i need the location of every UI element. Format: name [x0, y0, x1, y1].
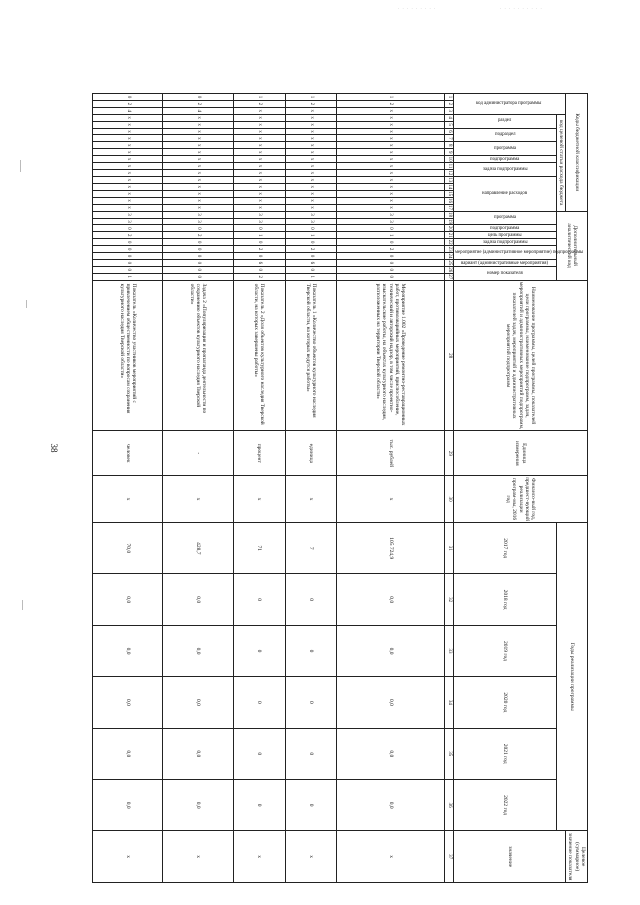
code-digit-cell: 1: [93, 273, 163, 280]
code-digit-cell: x: [163, 190, 233, 197]
code-digit-cell: x: [93, 169, 163, 176]
row-fin-year: x: [233, 476, 285, 523]
row-description: Показатель 1 «Количество объектов культурного наследия Тверской области, на которых ведутся работы»: [285, 280, 337, 431]
code-digit-cell: x: [285, 190, 337, 197]
scan-tick: [20, 160, 21, 172]
code-digit-cell: 0: [233, 239, 285, 246]
column-index-cell: 31: [444, 523, 453, 574]
column-index-cell: 25: [444, 259, 453, 266]
column-index-cell: 15: [444, 190, 453, 197]
code-digit-cell: x: [285, 197, 337, 204]
year-value-cell: 0,0: [93, 779, 163, 830]
code-digit-cell: x: [163, 204, 233, 211]
scan-tick: [26, 300, 27, 308]
row-fin-year: x: [337, 476, 444, 523]
target-header: Целевое (суммарное) значение показателя: [566, 831, 588, 883]
code-digit-cell: 2: [93, 100, 163, 107]
table-body: [93, 94, 445, 883]
code-digit-cell: x: [233, 190, 285, 197]
row-description: Показатель «Количество участников мероприятий с привлечением общественности по вопросам сохранения культурного наследия Тверской области»: [93, 280, 163, 431]
column-index-cell: 36: [444, 779, 453, 830]
column-index-cell: 12: [444, 169, 453, 176]
code-digit-cell: x: [233, 128, 285, 135]
year-value-cell: 0: [233, 677, 285, 728]
code-digit-cell: x: [285, 163, 337, 170]
year-value-cell: 0,0: [163, 779, 233, 830]
code-digit-cell: 0: [93, 259, 163, 266]
code-digit-cell: x: [163, 142, 233, 149]
analytic-code-header: Дополнительный аналитический код: [556, 211, 587, 280]
code-digit-cell: 0: [163, 253, 233, 260]
code-digit-cell: x: [233, 114, 285, 121]
code-digit-cell: x: [93, 183, 163, 190]
expense-direction-header: [453, 176, 556, 211]
scan-tick: [22, 600, 23, 610]
analytic-subprogram-label: подпрограмма: [490, 226, 520, 232]
column-index-cell: 37: [444, 831, 453, 883]
column-index-cell: 18: [444, 211, 453, 218]
code-digit-cell: 0: [337, 273, 444, 280]
code-digit-cell: 3: [337, 218, 444, 225]
top-scan-mark: . . . . . . . . . .: [500, 6, 543, 11]
year-header-2019: 2019 год: [453, 625, 556, 676]
code-digit-cell: x: [233, 197, 285, 204]
code-digit-cell: 0: [285, 239, 337, 246]
code-digit-cell: 6: [233, 259, 285, 266]
code-digit-cell: x: [337, 135, 444, 142]
code-digit-cell: 0: [285, 266, 337, 273]
code-digit-cell: 0: [163, 273, 233, 280]
code-digit-cell: 0: [163, 266, 233, 273]
row-unit: -: [163, 431, 233, 476]
program-code-header: [453, 142, 556, 156]
column-index-cell: 24: [444, 253, 453, 260]
row-unit: тыс. рублей: [337, 431, 444, 476]
code-digit-cell: x: [163, 176, 233, 183]
code-digit-cell: x: [285, 204, 337, 211]
code-digit-cell: x: [163, 163, 233, 170]
rotated-table-page: [92, 93, 588, 883]
year-value-cell: 0: [285, 574, 337, 625]
code-digit-cell: 2: [233, 100, 285, 107]
top-scan-mark: . . . . . . . . .: [398, 6, 437, 11]
analytic-program-label: программа: [493, 215, 516, 221]
column-index-cell: 2: [444, 100, 453, 107]
row-description: Мероприятие 1.002 «Проведение ремонтно-реставрационных работ, противоаварийных мероприятий, приспособление, технический и авторский надзор, в том числе проектно-изыскательские работы, на объектах культурного наследия, расположенных на территории Тверской области»: [337, 280, 444, 431]
code-digit-cell: x: [337, 128, 444, 135]
unit-header: Единица измерения: [453, 431, 587, 476]
code-digit-cell: x: [163, 169, 233, 176]
code-digit-cell: x: [93, 149, 163, 156]
column-index-cell: 17: [444, 204, 453, 211]
code-digit-cell: 0: [337, 259, 444, 266]
code-digit-cell: x: [285, 156, 337, 163]
column-index-cell: 28: [444, 280, 453, 431]
column-index-cell: 27: [444, 273, 453, 280]
subsection-header: [453, 128, 556, 142]
budget-codes-header: Коды бюджетной классификации: [566, 94, 588, 212]
code-digit-cell: x: [337, 176, 444, 183]
code-digit-cell: x: [163, 135, 233, 142]
year-value-cell: 0: [233, 625, 285, 676]
analytic-task-header: [453, 239, 556, 246]
code-digit-cell: 2: [233, 273, 285, 280]
analytic-program-header: [453, 211, 556, 225]
column-index-cell: 6: [444, 128, 453, 135]
column-index-cell: 10: [444, 156, 453, 163]
code-digit-cell: 0: [163, 239, 233, 246]
column-index-cell: 21: [444, 232, 453, 239]
program-table: [92, 93, 588, 883]
code-digit-cell: x: [233, 149, 285, 156]
code-digit-cell: x: [337, 197, 444, 204]
code-digit-cell: x: [163, 156, 233, 163]
code-digit-cell: 2: [337, 100, 444, 107]
admin-code-header: [453, 94, 565, 115]
subsection-label: подраздел: [494, 132, 516, 138]
table-row: [337, 94, 444, 883]
code-digit-cell: 4: [93, 107, 163, 114]
year-value-cell: 0,0: [163, 728, 233, 779]
column-index-cell: 33: [444, 625, 453, 676]
year-value-cell: 0,0: [337, 574, 444, 625]
code-digit-cell: 0: [337, 239, 444, 246]
code-digit-cell: x: [163, 149, 233, 156]
code-digit-cell: x: [337, 190, 444, 197]
code-digit-cell: x: [93, 135, 163, 142]
column-index-cell: 23: [444, 246, 453, 253]
code-digit-cell: 3: [285, 211, 337, 218]
code-digit-cell: 3: [337, 211, 444, 218]
table-row: [163, 94, 233, 883]
years-header: Годы реализации программы: [556, 523, 587, 831]
code-digit-cell: 2: [163, 232, 233, 239]
code-digit-cell: x: [93, 121, 163, 128]
code-digit-cell: 0: [337, 266, 444, 273]
code-digit-cell: 2: [285, 100, 337, 107]
code-digit-cell: 2: [233, 246, 285, 253]
code-digit-cell: x: [285, 169, 337, 176]
table-row: [285, 94, 337, 883]
year-header-2020: 2020 год: [453, 677, 556, 728]
row-fin-year: x: [93, 476, 163, 523]
code-digit-cell: x: [233, 135, 285, 142]
code-digit-cell: 1: [285, 94, 337, 101]
subprogram-code-header: [453, 156, 556, 163]
row-description: Показатель 2 «Доля объектов культурного наследия Тверской области, на которых завершены работы»: [233, 280, 285, 431]
code-digit-cell: 3: [233, 211, 285, 218]
column-index-cell: 8: [444, 142, 453, 149]
code-digit-cell: x: [233, 204, 285, 211]
code-digit-cell: x: [285, 142, 337, 149]
analytic-task-label: задача подпрограммы: [482, 240, 528, 246]
target-value-header: значение: [453, 831, 565, 883]
column-index-cell: 35: [444, 728, 453, 779]
row-fin-year: x: [163, 476, 233, 523]
row-target-value: x: [337, 831, 444, 883]
year-value-cell: 0,0: [93, 728, 163, 779]
code-digit-cell: x: [163, 128, 233, 135]
section-header: [453, 114, 556, 128]
code-digit-cell: x: [233, 156, 285, 163]
code-digit-cell: x: [337, 142, 444, 149]
column-index-cell: 32: [444, 574, 453, 625]
column-index-cell: 11: [444, 163, 453, 170]
target-article-header: код целевой статьи расхода бюджета: [556, 114, 565, 211]
row-description: Задача 2 «Популяризация и пропаганда деятельности по сохранению объектов культурного наследия Тверской области»: [163, 280, 233, 431]
year-value-cell: 70,0: [93, 523, 163, 574]
code-digit-cell: x: [337, 107, 444, 114]
code-digit-cell: x: [93, 142, 163, 149]
column-index-cell: 9: [444, 149, 453, 156]
code-digit-cell: x: [163, 183, 233, 190]
year-value-cell: 71: [233, 523, 285, 574]
code-digit-cell: 4: [163, 107, 233, 114]
code-digit-cell: 0: [163, 246, 233, 253]
code-digit-cell: 0: [285, 225, 337, 232]
code-digit-cell: 0: [233, 266, 285, 273]
year-value-cell: 0,0: [337, 728, 444, 779]
column-index-cell: 7: [444, 135, 453, 142]
code-digit-cell: x: [163, 197, 233, 204]
row-fin-year: x: [285, 476, 337, 523]
analytic-event-type-header: [453, 259, 556, 266]
row-unit: процент: [233, 431, 285, 476]
expense-direction-label: направление расходов: [482, 190, 528, 196]
code-digit-cell: 0: [93, 253, 163, 260]
column-index-cell: 14: [444, 183, 453, 190]
code-digit-cell: 1: [285, 273, 337, 280]
code-digit-cell: 0: [93, 225, 163, 232]
code-digit-cell: x: [93, 156, 163, 163]
table-row: [93, 94, 163, 883]
analytic-event-header: [453, 246, 584, 260]
code-digit-cell: 3: [93, 218, 163, 225]
code-digit-cell: 2: [337, 246, 444, 253]
year-value-cell: 0: [285, 779, 337, 830]
code-digit-cell: 1: [285, 232, 337, 239]
admin-code-label: код администратора программы: [476, 101, 543, 107]
code-digit-cell: x: [233, 142, 285, 149]
table-header: [444, 94, 587, 883]
subprogram-task-label: задача подпрограммы: [482, 166, 528, 172]
code-digit-cell: 3: [163, 211, 233, 218]
code-digit-cell: 1: [337, 232, 444, 239]
column-index-cell: 30: [444, 476, 453, 523]
year-value-cell: 0,0: [93, 677, 163, 728]
code-digit-cell: x: [337, 114, 444, 121]
code-digit-cell: x: [93, 197, 163, 204]
code-digit-cell: x: [163, 121, 233, 128]
code-digit-cell: x: [93, 204, 163, 211]
analytic-goal-header: [453, 232, 556, 239]
year-value-cell: 7: [285, 523, 337, 574]
code-digit-cell: x: [337, 156, 444, 163]
column-index-cell: 3: [444, 107, 453, 114]
code-digit-cell: x: [285, 107, 337, 114]
code-digit-cell: 0: [285, 253, 337, 260]
code-digit-cell: 0: [337, 225, 444, 232]
code-digit-cell: x: [285, 114, 337, 121]
code-digit-cell: 1: [337, 94, 444, 101]
column-index-cell: 22: [444, 239, 453, 246]
code-digit-cell: 0: [93, 94, 163, 101]
analytic-indicator-label: номер показателя: [486, 270, 523, 276]
year-value-cell: 0,0: [93, 574, 163, 625]
column-index-cell: 5: [444, 121, 453, 128]
code-digit-cell: x: [337, 121, 444, 128]
row-unit: человек: [93, 431, 163, 476]
column-index-row: [444, 94, 453, 883]
code-digit-cell: 1: [233, 94, 285, 101]
code-digit-cell: 0: [163, 259, 233, 266]
code-digit-cell: x: [233, 121, 285, 128]
year-value-cell: 0: [285, 728, 337, 779]
code-digit-cell: x: [93, 190, 163, 197]
code-digit-cell: x: [163, 114, 233, 121]
analytic-goal-label: цель программы: [487, 233, 522, 239]
analytic-indicator-header: [453, 266, 556, 280]
column-index-cell: 34: [444, 677, 453, 728]
code-digit-cell: 6: [285, 259, 337, 266]
code-digit-cell: 1: [233, 232, 285, 239]
column-index-cell: 20: [444, 225, 453, 232]
analytic-event-label: мероприятие (административное мероприятие) подпрограммы: [454, 249, 584, 255]
year-value-cell: 0,0: [163, 574, 233, 625]
code-digit-cell: x: [337, 149, 444, 156]
code-digit-cell: x: [233, 169, 285, 176]
row-target-value: x: [93, 831, 163, 883]
section-label: раздел: [498, 118, 512, 124]
code-digit-cell: 2: [163, 100, 233, 107]
column-index-cell: 19: [444, 218, 453, 225]
page-number: 38: [49, 443, 59, 453]
column-index-cell: 16: [444, 197, 453, 204]
code-digit-cell: x: [285, 183, 337, 190]
code-digit-cell: x: [337, 163, 444, 170]
table-row: [233, 94, 285, 883]
year-value-cell: 428,7: [163, 523, 233, 574]
column-index-cell: 26: [444, 266, 453, 273]
year-value-cell: 0: [233, 728, 285, 779]
code-digit-cell: 0: [337, 253, 444, 260]
code-digit-cell: 2: [285, 246, 337, 253]
subprogram-task-header: [453, 163, 556, 177]
code-digit-cell: x: [337, 183, 444, 190]
column-index-cell: 4: [444, 114, 453, 121]
code-digit-cell: x: [233, 107, 285, 114]
year-value-cell: 0: [233, 779, 285, 830]
code-digit-cell: 0: [93, 246, 163, 253]
code-digit-cell: x: [233, 163, 285, 170]
code-digit-cell: x: [337, 204, 444, 211]
year-value-cell: 0,0: [163, 625, 233, 676]
year-value-cell: 105 724,9: [337, 523, 444, 574]
code-digit-cell: x: [233, 176, 285, 183]
code-digit-cell: 2: [93, 232, 163, 239]
year-value-cell: 0: [285, 677, 337, 728]
code-digit-cell: 0: [93, 266, 163, 273]
code-digit-cell: 0: [233, 225, 285, 232]
year-value-cell: 0,0: [93, 625, 163, 676]
year-header-2018: 2018 год: [453, 574, 556, 625]
year-value-cell: 0: [285, 625, 337, 676]
row-target-value: x: [233, 831, 285, 883]
column-index-cell: 13: [444, 176, 453, 183]
analytic-event-type-label: вариант (административные мероприятия): [461, 260, 549, 266]
year-value-cell: 0: [233, 574, 285, 625]
fin-year-header: Финансо-вый год, предшест-вующий реализации програм-мы, 2016 год: [453, 476, 587, 523]
code-digit-cell: 3: [163, 218, 233, 225]
year-value-cell: 0,0: [337, 625, 444, 676]
year-value-cell: 0,0: [337, 779, 444, 830]
subprogram-code-label: подпрограмма: [490, 157, 520, 163]
name-header: Наименование программы, целей программы, показателей цели программы, наименование подпрограмм, задач, мероприятий и административных мероприятий подпрограмм, показателей задач, мероприятий и административных мероприятий подпрограмм: [453, 280, 587, 431]
code-digit-cell: x: [337, 169, 444, 176]
program-code-label: программа: [493, 145, 516, 151]
code-digit-cell: x: [285, 128, 337, 135]
code-digit-cell: x: [285, 121, 337, 128]
year-header-2021: 2021 год: [453, 728, 556, 779]
code-digit-cell: x: [285, 149, 337, 156]
code-digit-cell: 3: [93, 211, 163, 218]
year-header-2017: 2017 год: [453, 523, 556, 574]
code-digit-cell: 0: [163, 225, 233, 232]
code-digit-cell: 0: [233, 253, 285, 260]
code-digit-cell: x: [93, 163, 163, 170]
code-digit-cell: x: [285, 135, 337, 142]
analytic-subprogram-header: [453, 225, 556, 232]
row-target-value: x: [285, 831, 337, 883]
code-digit-cell: x: [93, 128, 163, 135]
code-digit-cell: 0: [93, 239, 163, 246]
code-digit-cell: 3: [233, 218, 285, 225]
code-digit-cell: x: [285, 176, 337, 183]
code-digit-cell: x: [93, 114, 163, 121]
code-digit-cell: x: [93, 176, 163, 183]
year-value-cell: 0,0: [163, 677, 233, 728]
column-index-cell: 29: [444, 431, 453, 476]
code-digit-cell: x: [233, 183, 285, 190]
row-target-value: x: [163, 831, 233, 883]
code-digit-cell: 3: [285, 218, 337, 225]
column-index-cell: 1: [444, 94, 453, 101]
year-value-cell: 0,0: [337, 677, 444, 728]
year-header-2022: 2022 год: [453, 779, 556, 830]
row-unit: единица: [285, 431, 337, 476]
code-digit-cell: 0: [163, 94, 233, 101]
